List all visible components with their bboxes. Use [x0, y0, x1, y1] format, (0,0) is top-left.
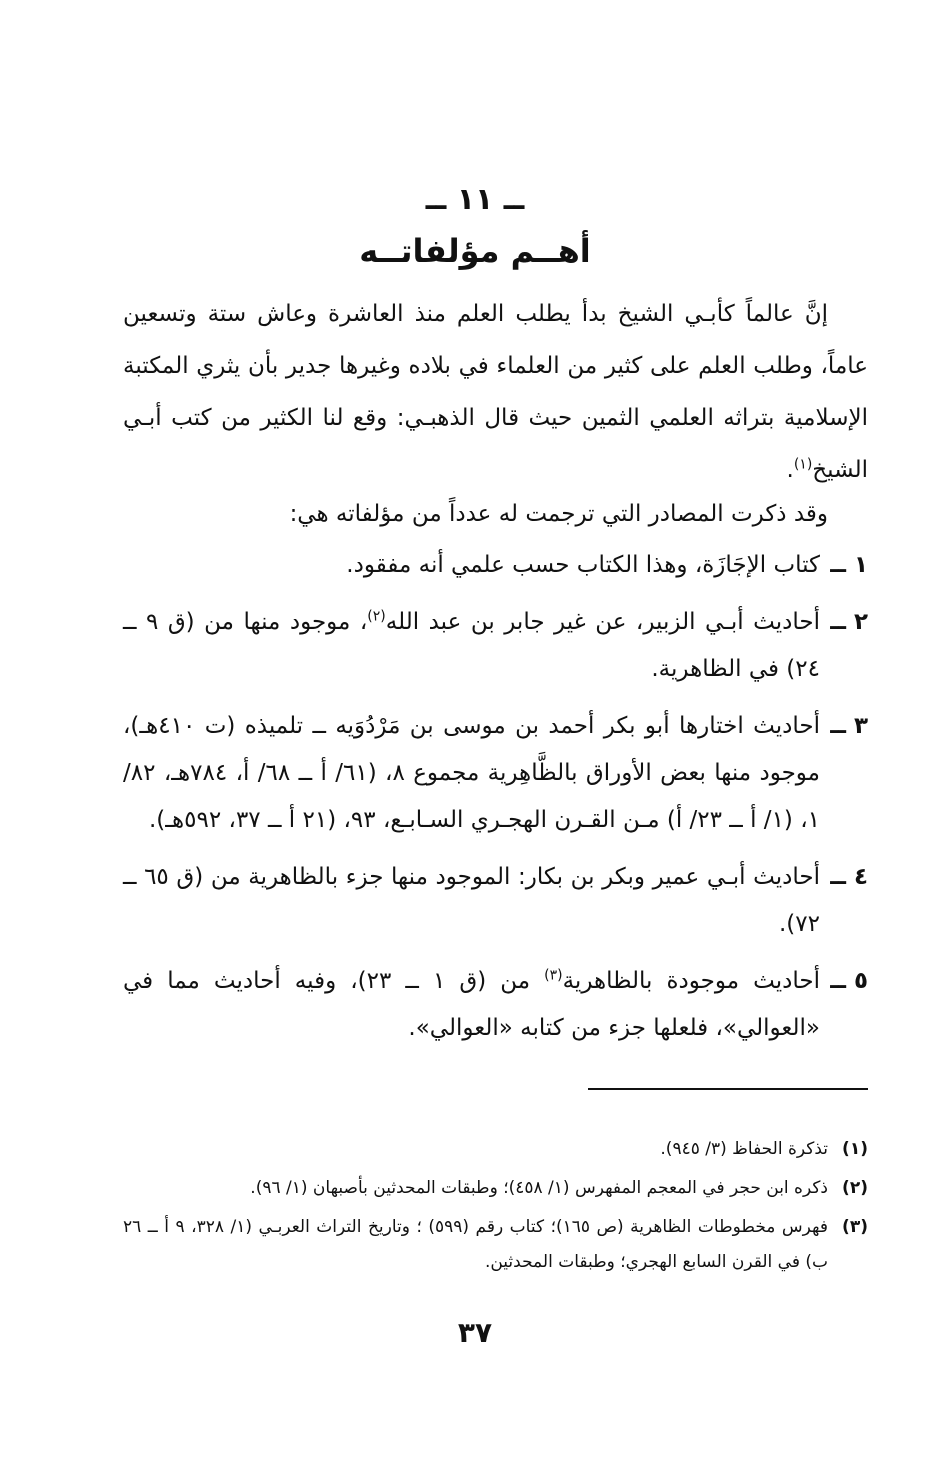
footnotes-list	[123, 1132, 868, 1284]
intro-text: إنَّ عالماً كأبـي الشيخ بدأ يطلب العلم منذ العاشرة وعاش ستة وتسعين عاماً، وطلب العلم على كثير من العلماء في بلاده وغيرها جدير بأن يثري المكتبة الإسلامية بتراثه العلمي الثمين حيث قال الذهبـي: وقع لنا الكثير من كتب أبـي الشيخ	[123, 301, 868, 483]
section-number: ــ ١١ ــ	[425, 182, 525, 217]
work-text: أحاديث أبـي الزبير، عن غير جابر بن عبد الله	[385, 609, 820, 635]
work-text: أحاديث اختارها أبو بكر أحمد بن موسى بن مَرْدُوَيه ــ تلميذه (ت ٤١٠هـ)، موجود منها بعض الأوراق بالظَّاهِرية مجموع ٨، (٦١/ أ ــ ٦٨/ أ، ٧٨٤هـ، ٨٢/ ١، (١/ أ ــ ٢٣/ أ) مـن القـرن الهجـري السـابـع، ٩٣، (٢١ أ ــ ٣٧، ٥٩٢هـ).	[123, 713, 821, 833]
footnote-text: فهرس مخطوطات الظاهرية (ص ١٦٥)؛ كتاب رقم (٥٩٩) ؛ وتاريخ التراث العربـي (١/ ٣٢٨، ٩ أ ــ ٢٦ ب) في القرن السابع الهجري؛ وطبقات المحدثين.	[123, 1217, 828, 1272]
work-text: أحاديث موجودة بالظاهرية	[562, 968, 820, 994]
footnote-divider	[588, 1088, 868, 1090]
work-text-tail: ، موجود منها من (ق ٩ ــ ٢٤) في الظاهرية.	[123, 609, 820, 682]
footnote-3	[123, 1210, 868, 1280]
work-item-1	[123, 542, 868, 589]
footnote-2	[123, 1171, 868, 1206]
footnote-text: تذكرة الحفاظ (٣/ ٩٤٥).	[660, 1139, 828, 1159]
page-number: ٣٧	[457, 1316, 493, 1349]
work-number: ٥ ــ	[830, 968, 868, 994]
work-text: كتاب الإجَازَة، وهذا الكتاب حسب علمي أنه مفقود.	[346, 552, 820, 578]
work-item-5	[123, 958, 868, 1052]
intro-paragraph	[123, 288, 868, 496]
work-item-4	[123, 854, 868, 948]
footnote-number: (١)	[842, 1139, 868, 1159]
work-number: ٤ ــ	[830, 864, 868, 890]
work-item-2	[123, 599, 868, 693]
work-text-tail: من (ق ١ ــ ٢٣)، وفيه أحاديث مما في «العوالي»، فلعلها جزء من كتابه «العوالي».	[123, 968, 820, 1041]
work-number: ١ ــ	[830, 552, 868, 578]
footnote-text: ذكره ابن حجر في المعجم المفهرس (١/ ٤٥٨)؛ وطبقات المحدثين بأصبهان (١/ ٩٦).	[250, 1178, 828, 1198]
work-number: ٢ ــ	[830, 609, 868, 635]
footnote-ref-1: (١)	[793, 456, 813, 473]
sources-intro: وقد ذكرت المصادر التي ترجمت له عدداً من مؤلفاته هي:	[289, 501, 828, 527]
footnote-ref-2: (٢)	[367, 608, 386, 625]
works-list	[123, 542, 868, 1062]
work-number: ٣ ــ	[830, 713, 868, 739]
section-title: أهــم مؤلفاتــه	[359, 232, 591, 270]
footnote-ref-3: (٣)	[544, 967, 563, 984]
work-text: أحاديث أبـي عمير وبكر بن بكار: الموجود منها جزء بالظاهرية من (ق ٦٥ ــ ٧٢).	[123, 864, 820, 937]
footnote-number: (٣)	[842, 1217, 868, 1237]
footnote-number: (٢)	[842, 1178, 868, 1198]
footnote-1	[123, 1132, 868, 1167]
work-item-3	[123, 703, 868, 844]
intro-end: .	[786, 457, 794, 483]
